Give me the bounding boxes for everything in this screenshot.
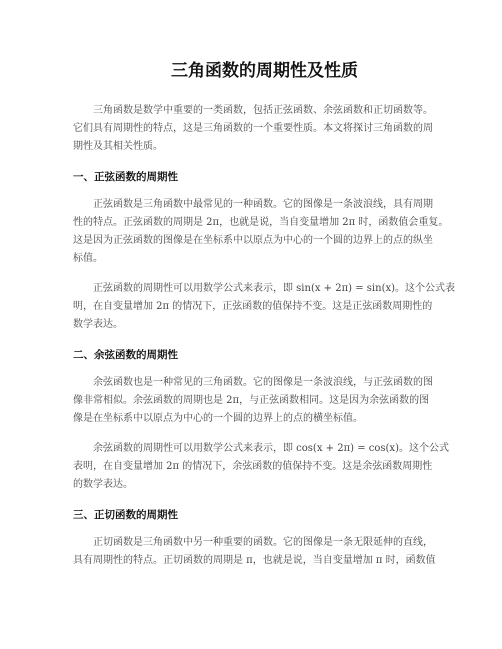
- body-paragraph: [73, 440, 452, 494]
- text-line: 这是因为正弦函数的图像是在坐标系中以原点为中心的一个圆的边界上的点的纵坐: [73, 235, 433, 246]
- text-line: 数学表达。: [73, 319, 123, 330]
- section-heading: 二、余弦函数的周期性: [73, 349, 178, 361]
- body-paragraph: [73, 534, 452, 570]
- document-title: 三角函数的周期性及性质: [171, 61, 358, 81]
- text-line: 正弦函数是三角函数中最常见的一种函数。它的图像是一条波浪线，具有周期: [93, 199, 433, 210]
- intro-paragraph: [73, 102, 452, 156]
- text-line: 期性及其相关性质。: [73, 141, 163, 152]
- text-line: 标值。: [73, 253, 103, 264]
- body-paragraph: [73, 280, 456, 334]
- text-line: 性的特点。正弦函数的周期是 2π，也就是说，当自变量增加 2π 时，函数值会重复。: [73, 217, 449, 228]
- text-line: 具有周期性的特点。正切函数的周期是 π，也就是说，当自变量增加 π 时，函数值: [73, 555, 436, 566]
- text-line: 余弦函数也是一种常见的三角函数。它的图像是一条波浪线，与正弦函数的图: [93, 377, 433, 388]
- section-heading: 三、正切函数的周期性: [73, 509, 178, 521]
- section-sine: [73, 168, 456, 334]
- text-line: 明，在自变量增加 2π 的情况下，正弦函数的值保持不变。这是正弦函数周期性的: [73, 301, 433, 312]
- text-line: 正切函数是三角函数中另一种重要的函数。它的图像是一条无限延伸的直线，: [93, 537, 433, 548]
- text-line: 它们具有周期性的特点，这是三角函数的一个重要性质。本文将探讨三角函数的周: [73, 123, 433, 134]
- section-cosine: [73, 346, 452, 494]
- section-heading: 一、正弦函数的周期性: [73, 171, 178, 183]
- text-line: 三角函数是数学中重要的一类函数，包括正弦函数、余弦函数和正切函数等。: [93, 105, 433, 116]
- text-line: 表明，在自变量增加 2π 的情况下，余弦函数的值保持不变。这是余弦函数周期性: [73, 461, 433, 472]
- text-line: 正弦函数的周期性可以用数学公式来表示，即 sin(x + 2π) = sin(x)。这个公式表: [93, 283, 456, 294]
- body-paragraph: [73, 196, 452, 268]
- section-tangent: [73, 506, 452, 570]
- text-line: 余弦函数的周期性可以用数学公式来表示，即 cos(x + 2π) = cos(x)。这个公式: [93, 443, 449, 454]
- body-paragraph: [73, 374, 452, 428]
- text-line: 像是在坐标系中以原点为中心的一个圆的边界上的点的横坐标值。: [73, 413, 363, 424]
- text-line: 像非常相似。余弦函数的周期也是 2π，与正弦函数相同。这是因为余弦函数的图: [73, 395, 430, 406]
- text-line: 的数学表达。: [73, 479, 133, 490]
